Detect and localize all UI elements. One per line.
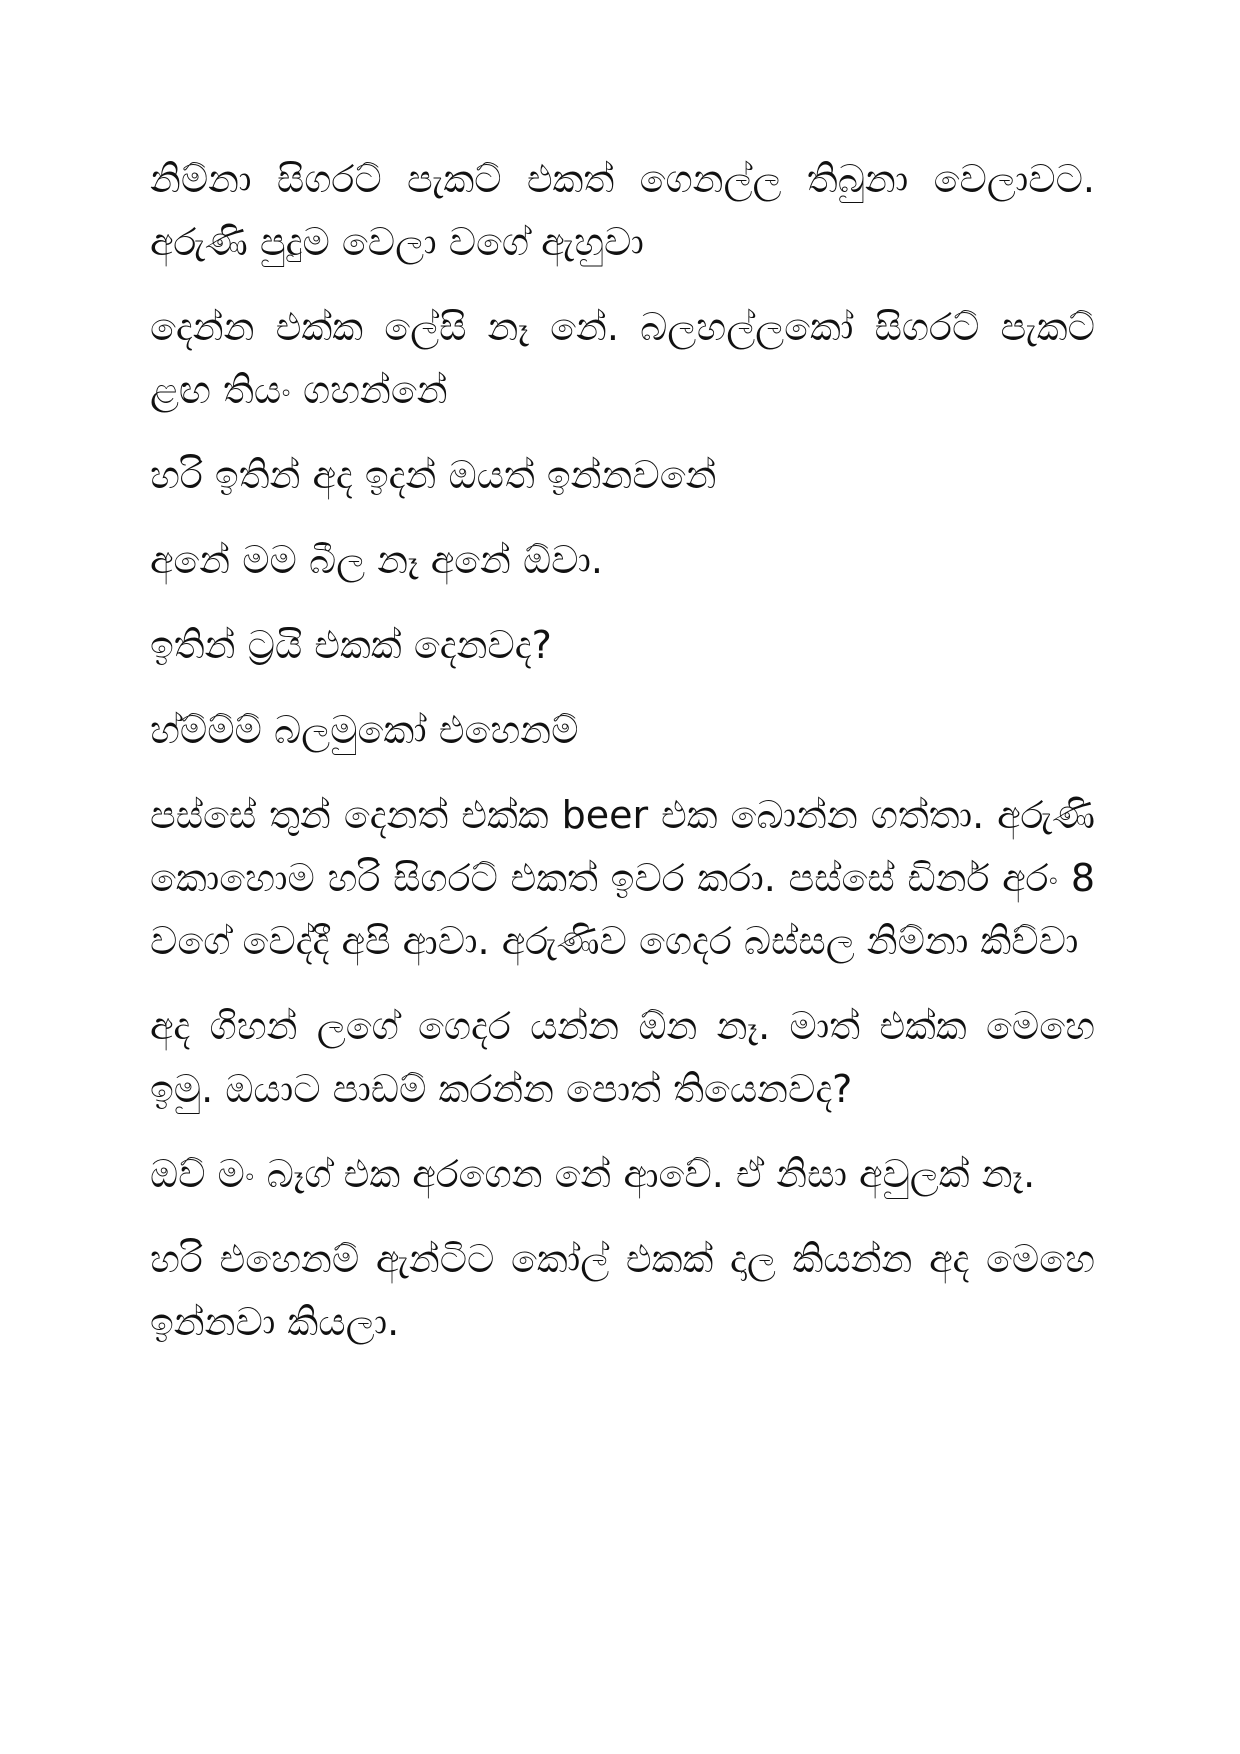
- paragraph: ඔව් මං බෑග් එක අරගෙන නේ ආවේ. ඒ නිසා අවුලක් නෑ.: [150, 1152, 1036, 1196]
- paragraph: හ්ම්ම්ම් බලමුකෝ එහෙනම්: [150, 708, 579, 752]
- paragraph: දෙන්න එක්ක ලේසි නෑ නේ. බලහල්ලකෝ සිගරට් පැකට් ළඟ තියං ගහන්නේ: [150, 305, 1095, 412]
- paragraph: අද ගිහන් ලගේ ගෙදර යන්න ඕන නෑ. මාත් එක්ක මෙහෙ ඉමු. ඔයාට පාඩම් කරන්න පොත් තියෙනවද?: [150, 1004, 1095, 1111]
- paragraph: ඉතින් ට්‍රයි එකක් දෙනවද?: [150, 623, 552, 667]
- paragraph: හරි ඉතින් අද ඉදන් ඔයත් ඉන්නවනේ: [150, 453, 717, 497]
- document-body: [150, 148, 1095, 1376]
- paragraph: නිම්නා සිගරට් පැකට් එකත් ගෙනල්ල තිබුනා වෙලාවට. අරුණි පුදුම වෙලා වගේ ඇහුවා: [150, 157, 1095, 264]
- paragraph: හරි එහෙනම් ඇන්ටිට කෝල් එකක් දාල කියන්න අද මෙහෙ ඉන්නවා කියලා.: [150, 1237, 1095, 1344]
- paragraph: අනේ මම බීල නෑ අනේ ඕවා.: [150, 538, 604, 582]
- paragraph: පස්සේ තුන් දෙනත් එක්ක beer එක බොන්න ගත්තා. අරුණි කොහොම හරි සිගරට් එකත් ඉවර කරා. පස්සේ ඩිනර් අරං 8 වගේ වෙද්දී අපි ආවා. අරුණිව ගෙදර බස්සල නිම්නා කිව්වා: [150, 793, 1095, 963]
